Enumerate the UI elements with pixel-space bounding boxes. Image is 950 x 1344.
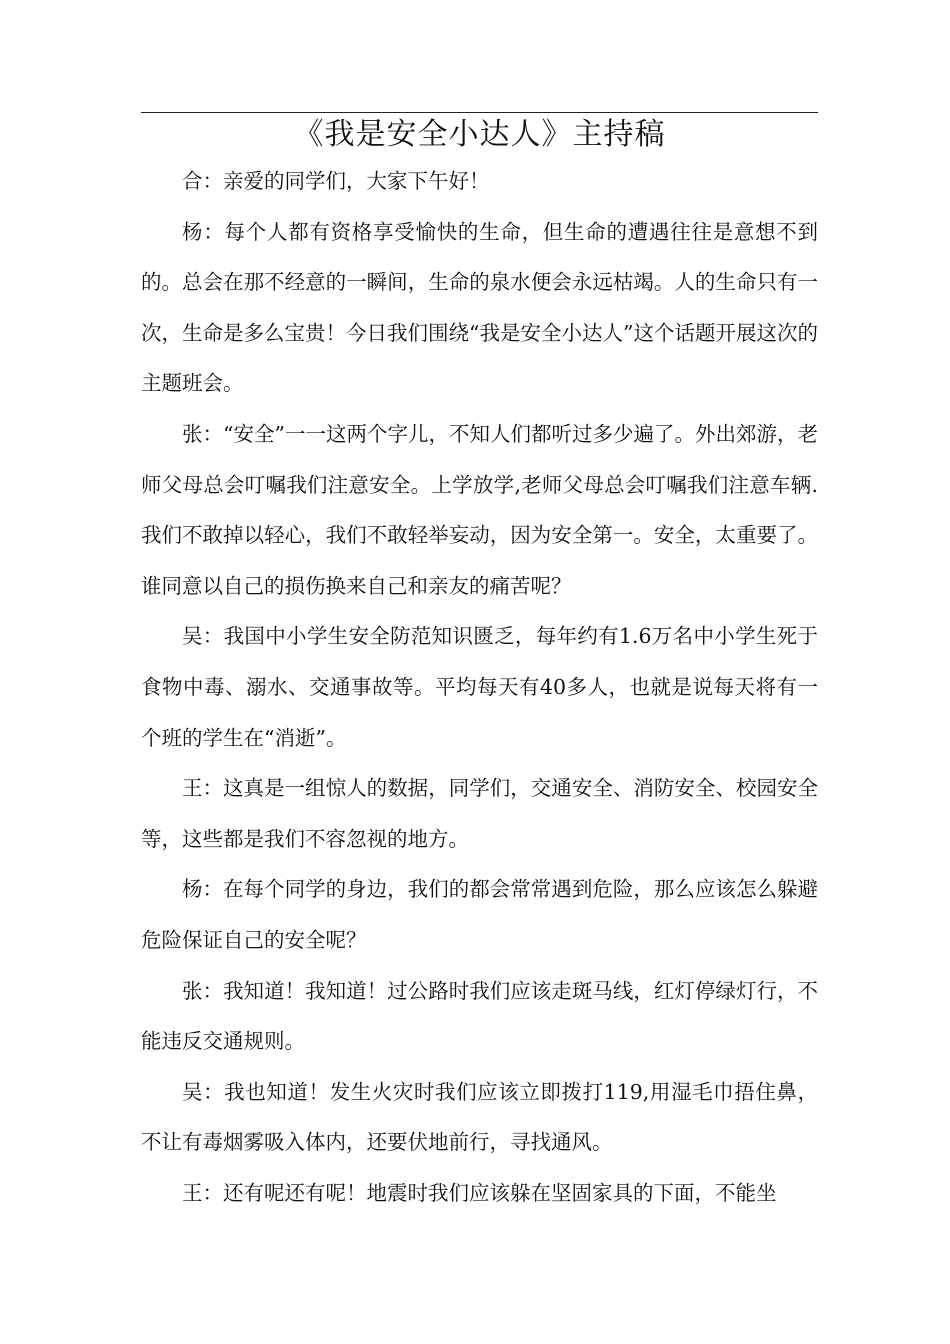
paragraph: 王：还有呢还有呢！地震时我们应该躲在坚固家具的下面，不能坐 [182,1180,777,1205]
paragraph: 杨：每个人都有资格享受愉快的生命，但生命的遭遇往往是意想不到的。总会在那不经意的一瞬间，生命的泉水便会永远枯竭。人的生命只有一次，生命是多么宝贵！今日我们围绕“我是安全小达人”这个话题开展这次的主题班会。 [141,219,818,396]
paragraph: 张：我知道！我知道！过公路时我们应该走斑马线，红灯停绿灯行，不能违反交通规则。 [141,978,818,1054]
paragraph: 张：“安全”一一这两个字儿，不知人们都听过多少遍了。外出郊游，老师父母总会叮嘱我们注意安全。上学放学,老师父母总会叮嘱我们注意车辆.我们不敢掉以轻心，我们不敢轻举妄动，因为安全第一。安全，太重要了。谁同意以自己的损伤换来自己和亲友的痛苦呢？ [141,421,818,598]
paragraph: 杨：在每个同学的身边，我们的都会常常遇到危险，那么应该怎么躲避危险保证自己的安全呢？ [141,877,818,952]
document-body [141,156,818,1218]
paragraph: 吴：我国中小学生安全防范知识匮乏，每年约有1.6万名中小学生死于食物中毒、溺水、交通事故等。平均每天有40多人，也就是说每天将有一个班的学生在“消逝”。 [141,624,818,750]
paragraph: 合：亲爱的同学们，大家下午好！ [182,169,490,193]
paragraph: 吴：我也知道！发生火灾时我们应该立即拨打119,用湿毛巾捂住鼻，不让有毒烟雾吸入体内，还要伏地前行，寻找通风。 [141,1079,818,1155]
paragraph: 王：这真是一组惊人的数据，同学们，交通安全、消防安全、校园安全等，这些都是我们不容忽视的地方。 [141,776,818,851]
document-title: 《我是安全小达人》主持稿 [293,117,666,152]
header-rule [141,112,818,113]
